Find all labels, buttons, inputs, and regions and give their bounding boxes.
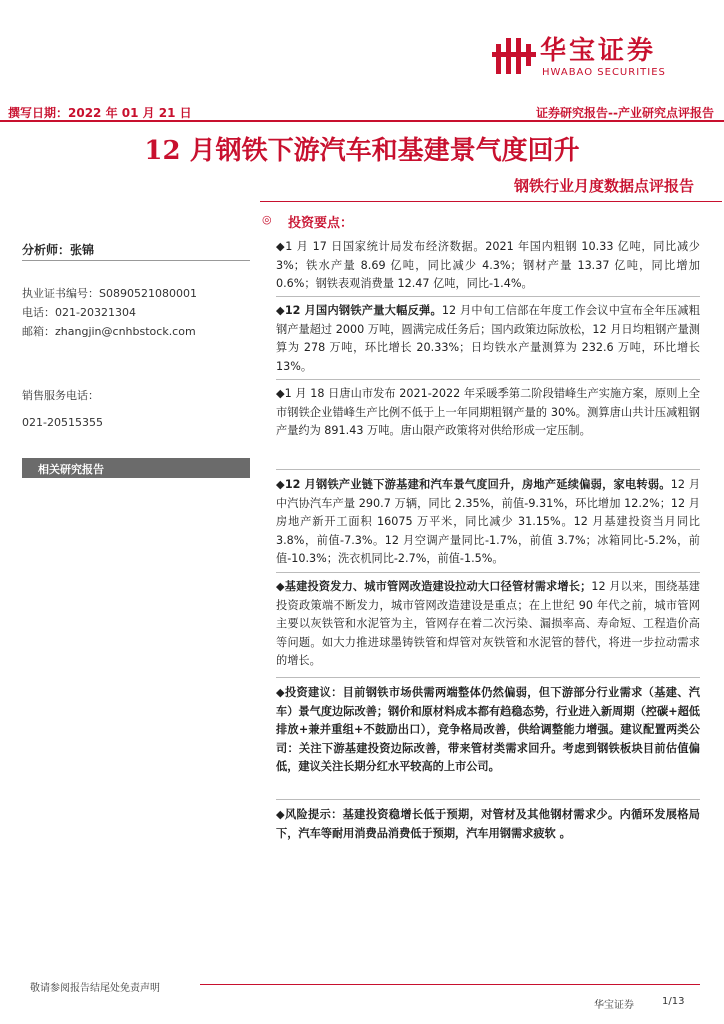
analyst-phone: 电话：021-20321304 — [22, 306, 136, 319]
disclaimer-note: 敬请参阅报告结尾处免责声明 — [30, 983, 160, 994]
sales-phone: 021-20515355 — [22, 416, 103, 429]
highlight-paragraph: ◆12 月钢铁产业链下游基建和汽车景气度回升，房地产延续偏弱，家电转弱。12 月中汽协汽车产量 290.7 万辆，同比 2.35%，前值-9.31%，环比增加 12.2%；12 月房地产新开工面积 16075 万平米，同比减少 31.15%。12 月基建投资当月同比 3.8%，前值-7.3%。12 月空调产量同比-1.7%，前值 3.7%；冰箱同比-5.2%，前值-10.3%；洗衣机同比-2.7%，前值-1.5%。 — [276, 478, 701, 565]
footer-company: 华宝证券 — [594, 1000, 634, 1011]
highlight-paragraph: ◆1 月 18 日唐山市发布 2021-2022 年采暖季第二阶段错峰生产实施方案，原则上全市钢铁企业错峰生产比例不低于上一年同期粗钢产量的 30%。测算唐山共计压减粗钢产量约为 891.43 万吨。唐山限产政策将对供给形成一定压制。 — [276, 387, 700, 437]
report-date: 撰写日期：2022 年 01 月 21 日 — [8, 106, 192, 120]
sales-phone-label: 销售服务电话： — [22, 389, 99, 402]
highlight-paragraph: ◆投资建议：目前钢铁市场供需两端整体仍然偏弱，但下游部分行业需求（基建、汽车）景气度边际改善；钢价和原材料成本都有趋稳态势，行业进入新周期（控碳+超低排放+兼并重组+不鼓励出口），竞争格局改善，供给调整能力增强。建议配置两类公司：关注下游基建投资边际改善，带来管材类需求回升。考虑到钢铁板块目前估值偏低，建议关注长期分红水平较高的上市公司。 — [276, 686, 700, 773]
paragraph-divider — [276, 677, 700, 678]
paragraph-divider — [276, 572, 700, 573]
investment-highlights-heading: 投资要点： — [288, 216, 354, 231]
page-subtitle: 钢铁行业月度数据点评报告 — [513, 177, 694, 195]
bullet-circle-icon: ◎ — [262, 213, 272, 226]
header-divider — [0, 120, 724, 122]
report-type: 证券研究报告--产业研究点评报告 — [536, 106, 714, 120]
related-reports-label: 相关研究报告 — [38, 463, 104, 476]
analyst-email[interactable]: 邮箱：zhangjin@cnhbstock.com — [22, 325, 196, 338]
logo-company-name: 华宝证券 — [540, 36, 657, 66]
highlight-paragraph: ◆12 月国内钢铁产量大幅反弹。12 月中旬工信部在年度工作会议中宣布全年压减粗钢产量超过 2000 万吨，圆满完成任务后；国内政策边际放松，12 月日均粗钢产量测算为 278 万吨，环比增长 20.33%；日均铁水产量测算为 232.6 万吨，环比增长 13%。 — [276, 304, 700, 373]
paragraph-divider — [276, 799, 700, 800]
page-number: 1/13 — [662, 996, 685, 1007]
analyst-name: 分析师：张锦 — [22, 243, 95, 257]
highlight-paragraph: ◆基建投资发力、城市管网改造建设拉动大口径管材需求增长；12 月以来，围绕基建投资政策端不断发力，城市管网改造建设是重点；在上世纪 90 年代之前，城市管网主要以灰铁管和水泥管为主，管网存在着二次污染、漏损率高、寿命短、工程造价高等问题。如大力推进球墨铸铁管和焊管对灰铁管和水泥管的替代，将进一步拉动需求的增长。 — [276, 580, 700, 667]
logo-company-name-en: HWABAO SECURITIES — [542, 67, 666, 78]
paragraph-divider — [276, 379, 700, 380]
highlight-paragraph: ◆1 月 17 日国家统计局发布经济数据。2021 年国内粗钢 10.33 亿吨，同比减少 3%；铁水产量 8.69 亿吨，同比减少 4.3%；钢材产量 13.37 亿吨，同比增加 0.6%；钢铁表观消费量 12.47 亿吨，同比-1.4%。 — [276, 240, 700, 290]
paragraph-divider — [276, 296, 700, 297]
analyst-divider — [22, 260, 250, 261]
highlight-paragraph: ◆风险提示：基建投资稳增长低于预期，对管材及其他钢材需求少。内循环发展格局下，汽车等耐用消费品消费低于预期，汽车用钢需求疲软 。 — [276, 808, 700, 840]
title-divider — [260, 201, 722, 202]
footer-divider — [200, 984, 700, 985]
paragraph-divider — [276, 469, 700, 470]
logo-icon — [492, 36, 536, 76]
certificate-number: 执业证书编号：S0890521080001 — [22, 287, 197, 300]
page-title: 12 月钢铁下游汽车和基建景气度回升 — [144, 136, 580, 166]
